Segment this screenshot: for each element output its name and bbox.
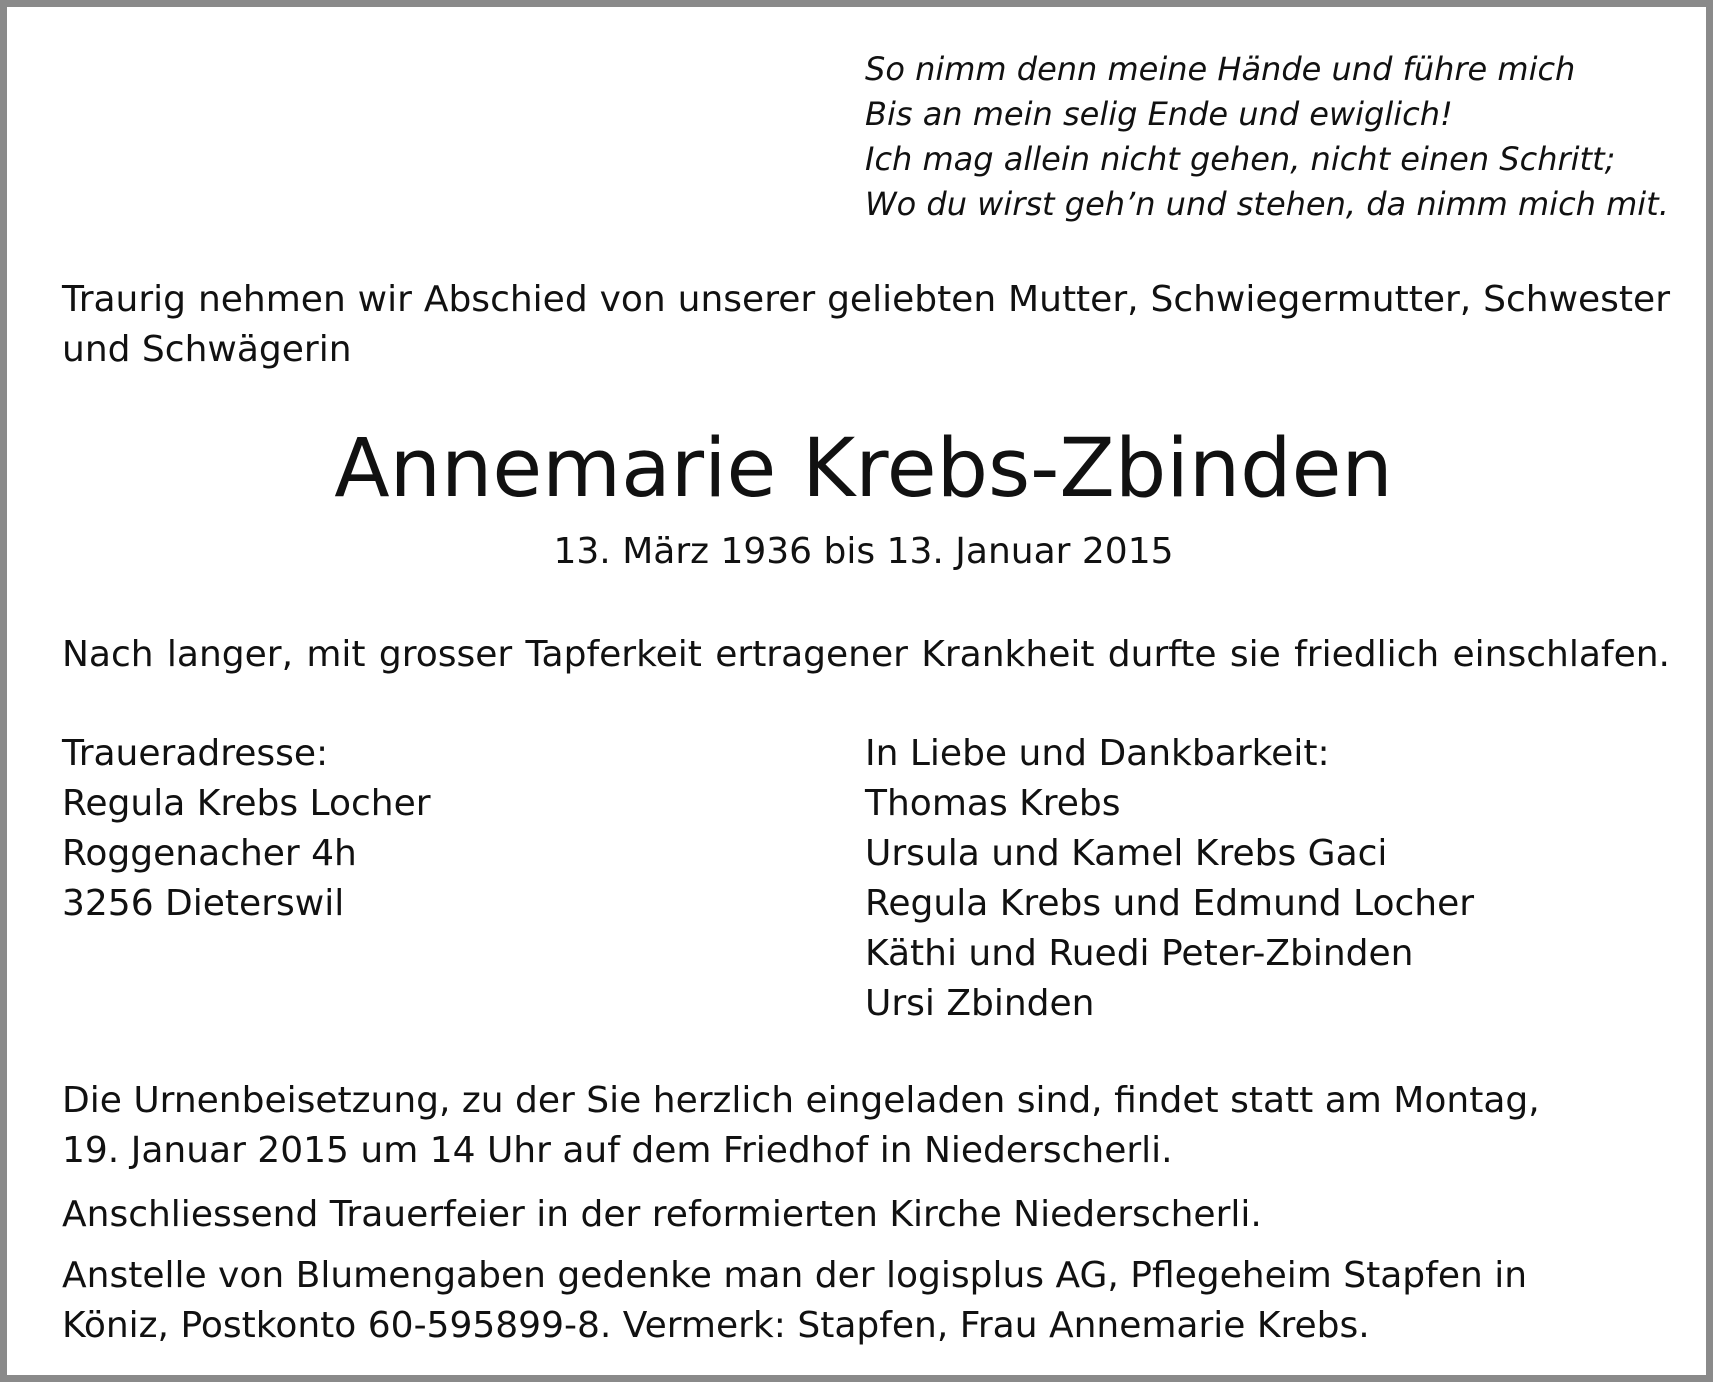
- verse-line: Ich mag allein nicht gehen, nicht einen Schritt;: [865, 140, 1616, 178]
- family-heading: In Liebe und Dankbarkeit:: [865, 733, 1330, 774]
- deceased-name: Annemarie Krebs-Zbinden: [334, 422, 1393, 516]
- mourning-address: [62, 729, 431, 929]
- family-name: Regula Krebs und Edmund Locher: [865, 883, 1475, 924]
- family-name: Käthi und Ruedi Peter-Zbinden: [865, 933, 1414, 974]
- address-line: 3256 Dieterswil: [62, 883, 345, 924]
- ceremony-text: [62, 1076, 1540, 1176]
- donation-text: [62, 1251, 1527, 1351]
- ceremony-line: 19. Januar 2015 um 14 Uhr auf dem Friedhof in Niederscherli.: [62, 1130, 1173, 1171]
- address-heading: Traueradresse:: [62, 733, 329, 774]
- family-name: Ursi Zbinden: [865, 983, 1095, 1024]
- address-line: Roggenacher 4h: [62, 833, 357, 874]
- life-dates: 13. März 1936 bis 13. Januar 2015: [553, 531, 1174, 572]
- family-name: Ursula und Kamel Krebs Gaci: [865, 833, 1388, 874]
- verse-block: [865, 47, 1669, 227]
- ceremony-line: Die Urnenbeisetzung, zu der Sie herzlich eingeladen sind, findet statt am Montag,: [62, 1080, 1540, 1121]
- verse-line: So nimm denn meine Hände und führe mich: [865, 50, 1576, 88]
- family-name: Thomas Krebs: [865, 783, 1121, 824]
- intro-text: Traurig nehmen wir Abschied von unserer geliebten Mutter, Schwiegermutter, Schwester und Schwägerin: [62, 279, 1670, 370]
- verse-line: Bis an mein selig Ende und ewiglich!: [865, 95, 1453, 133]
- verse-line: Wo du wirst geh’n und stehen, da nimm mich mit.: [865, 185, 1669, 223]
- family-list: [865, 729, 1474, 1029]
- service-line: Anschliessend Trauerfeier in der reformierten Kirche Niederscherli.: [62, 1194, 1262, 1235]
- service-text: [62, 1190, 1262, 1240]
- address-line: Regula Krebs Locher: [62, 783, 431, 824]
- donation-line: Anstelle von Blumengaben gedenke man der logisplus AG, Pflegeheim Stapfen in: [62, 1255, 1528, 1296]
- donation-line: Köniz, Postkonto 60-595899-8. Vermerk: Stapfen, Frau Annemarie Krebs.: [62, 1305, 1370, 1346]
- illness-text: Nach langer, mit grosser Tapferkeit ertragener Krankheit durfte sie friedlich einschlafen.: [62, 634, 1670, 675]
